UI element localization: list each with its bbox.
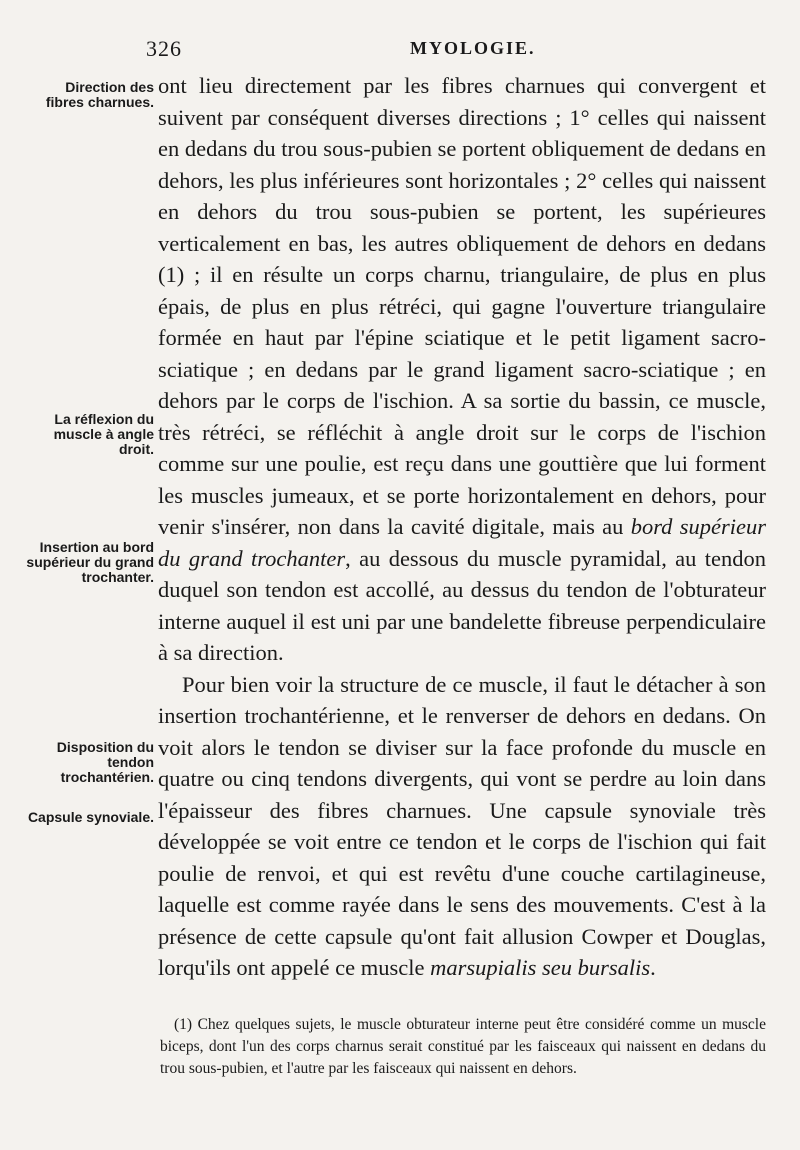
margin-note-insertion: Insertion au bord supérieur du grand trochanter. bbox=[26, 539, 154, 585]
footnotes bbox=[160, 1014, 766, 1080]
paragraph-2-text-b: . bbox=[650, 955, 656, 980]
page-number: 326 bbox=[146, 36, 182, 61]
running-header bbox=[0, 36, 800, 66]
paragraph-1-text-b: , au dessous du muscle pyramidal, au tendon duquel son tendon est accollé, au dessus du tendon de l'obturateur interne auquel il est uni par une bandelette fibreuse perpendiculaire à sa direction. bbox=[158, 545, 766, 665]
paragraph-2-text-a: Pour bien voir la structure de ce muscle, il faut le détacher à son insertion trochantérienne, et le renverser de dehors en dedans. On voit alors le tendon se diviser sur la face profonde du muscle en quatre ou cinq tendons divergents, qui vont se perdre au loin dans l'épaisseur des fibres charnues. Une capsule synoviale très développée se voit entre ce tendon et le corps de l'ischion qui fait poulie de renvoi, et qui est revêtu d'une couche cartilagineuse, laquelle est comme rayée dans le sens des mouvements. C'est à la présence de cette capsule qu'ont fait allusion Cowper et Douglas, lorqu'ils ont appelé ce muscle bbox=[158, 671, 766, 980]
main-text bbox=[158, 70, 766, 984]
footnote-1: (1) Chez quelques sujets, le muscle obturateur interne peut être considéré comme un muscle biceps, dont l'un des corps charnus serait constitué par les faisceaux qui naissent en dedans du trou sous-pubien, et l'autre par les faisceaux qui naissent en dehors. bbox=[160, 1016, 766, 1077]
running-title: MYOLOGIE. bbox=[410, 38, 536, 58]
paragraph-1-text-a: ont lieu directement par les fibres charnues qui convergent et suivent par conséquent diverses directions ; 1° celles qui naissent en dedans du trou sous-pubien se portent obliquement de dedans en dehors, les plus inférieures sont horizontales ; 2° celles qui naissent en dehors du trou sous-pubien se portent, les supérieures verticalement en bas, les autres obliquement de dehors en dedans (1) ; il en résulte un corps charnu, triangulaire, de plus en plus épais, de plus en plus rétréci, qui gagne l'ouverture triangulaire formée en haut par l'épine sciatique et le petit ligament sacro-sciatique ; en dedans par le grand ligament sacro-sciatique ; en dehors par le corps de l'ischion. A sa sortie du bassin, ce muscle, très rétréci, se réfléchit à angle droit sur le corps de l'ischion comme sur une poulie, est reçu dans une gouttière que lui forment les muscles jumeaux, et se porte horizontalement en dehors, pour venir s'insérer, non dans la cavité digitale, mais au bbox=[158, 73, 766, 539]
paragraph-1 bbox=[158, 70, 766, 669]
paragraph-1-italic: bord supérieur du grand trochanter bbox=[158, 514, 766, 571]
margin-note-disposition: Disposition du tendon trochantérien. bbox=[56, 739, 154, 785]
margin-note-capsule: Capsule synoviale. bbox=[27, 809, 154, 825]
paragraph-2 bbox=[158, 669, 766, 984]
paragraph-2-italic: marsupialis seu bursalis bbox=[430, 955, 651, 980]
margin-note-reflexion: La réflexion du muscle à angle droit. bbox=[53, 411, 154, 457]
margin-note-direction: Direction des fibres charnues. bbox=[45, 79, 154, 110]
